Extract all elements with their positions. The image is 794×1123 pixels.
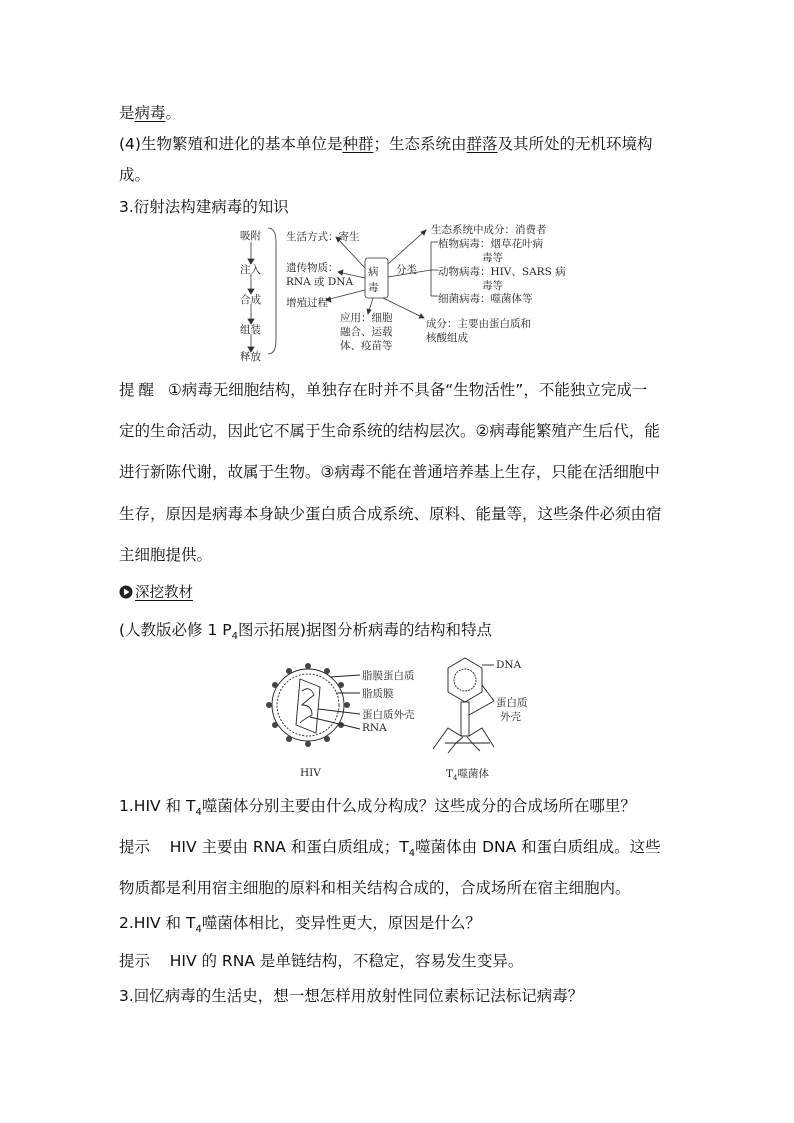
t4-caption: $T_4$噬菌体 bbox=[446, 768, 489, 783]
label-genetic-1: 遗传物质： bbox=[286, 262, 339, 274]
label-bacteria-virus: 细菌病毒：噬菌体等 bbox=[438, 293, 533, 305]
question-3: 3.回忆病毒的生活史，想一想怎样用放射性同位素标记法标记病毒？ bbox=[119, 987, 584, 1005]
tip-line-3: 进行新陈代谢，故属于生物。③病毒不能在普通培养基上生存，只能在活细胞中 bbox=[119, 463, 660, 481]
t4-label-coat: 外壳 bbox=[500, 711, 521, 723]
virus-knowledge-diagram bbox=[228, 222, 573, 362]
hiv-label-lipid-membrane: 脂质膜 bbox=[362, 688, 394, 700]
hiv-label-membrane-protein: 脂膜蛋白质 bbox=[362, 670, 415, 682]
label-composition-1: 成分：主要由蛋白质和 bbox=[426, 318, 531, 330]
label-animal-virus-2: 毒等 bbox=[482, 280, 503, 292]
text-line-1: 是病毒。 bbox=[119, 104, 182, 122]
text-line-2: (4)生物繁殖和进化的基本单位是种群；生态系统由群落及其所处的无机环境构 bbox=[119, 135, 653, 153]
heading-diffraction: 3.衍射法构建病毒的知识 bbox=[119, 198, 289, 216]
answer-1-line-2: 物质都是利用宿主细胞的原料和相关结构合成的，合成场所在宿主细胞内。 bbox=[119, 879, 631, 897]
hiv-caption: HIV bbox=[300, 767, 321, 779]
step-assemble: 组装 bbox=[240, 324, 261, 336]
label-genetic-2: RNA 或 DNA bbox=[286, 276, 354, 288]
virus-structure-diagram bbox=[260, 655, 560, 785]
tip-line-5: 主细胞提供。 bbox=[119, 546, 213, 564]
label-ecosystem: 生态系统中成分：消费者 bbox=[431, 224, 547, 236]
step-inject: 注入 bbox=[240, 264, 261, 276]
label-application-3: 体、疫苗等 bbox=[340, 340, 393, 352]
tip-line-2: 定的生命活动，因此它不属于生命系统的结构层次。②病毒能繁殖产生后代，能 bbox=[119, 422, 660, 440]
tip-line-4: 生存，原因是病毒本身缺少蛋白质合成系统、原料、能量等，这些条件必须由宿 bbox=[119, 505, 662, 523]
label-animal-virus-1: 动物病毒：HIV、SARS 病 bbox=[438, 266, 566, 278]
label-classify: 分类 bbox=[396, 264, 417, 276]
step-adsorb: 吸附 bbox=[240, 230, 261, 242]
label-plant-virus-2: 毒等 bbox=[482, 252, 503, 264]
answer-2: 提示 HIV 的 RNA 是单链结构，不稳定，容易发生变异。 bbox=[119, 952, 524, 970]
reference-line: (人教版必修 1 $P_4$图示拓展)据图分析病毒的结构和特点 bbox=[119, 621, 493, 643]
play-circle-icon bbox=[119, 585, 133, 599]
label-application-1: 应用：细胞 bbox=[340, 312, 393, 324]
t4-label-dna: DNA bbox=[496, 659, 522, 671]
hiv-label-protein-coat: 蛋白质外壳 bbox=[362, 709, 415, 721]
label-lifestyle: 生活方式：寄生 bbox=[286, 231, 360, 243]
t4-label-protein: 蛋白质 bbox=[496, 697, 528, 709]
question-1: 1.HIV 和 $T_4$噬菌体分别主要由什么成分构成？这些成分的合成场所在哪里？ bbox=[119, 797, 636, 819]
question-2: 2.HIV 和 $T_4$噬菌体相比，变异性更大，原因是什么？ bbox=[119, 914, 481, 936]
step-synthesize: 合成 bbox=[240, 294, 261, 306]
tip-line-1: 提醒 ①病毒无细胞结构，单独存在时并不具备“生物活性”，不能独立完成一 bbox=[119, 381, 648, 399]
center-char-2: 毒 bbox=[368, 282, 379, 294]
hiv-label-rna: RNA bbox=[362, 722, 387, 734]
label-application-2: 融合、运载 bbox=[340, 326, 393, 338]
text-line-3: 成。 bbox=[119, 166, 151, 184]
center-char-1: 病 bbox=[368, 266, 379, 278]
label-reproduction: 增殖过程 bbox=[286, 297, 328, 309]
label-plant-virus-1: 植物病毒：烟草花叶病 bbox=[438, 238, 543, 250]
answer-1-line-1: 提示 HIV 主要由 RNA 和蛋白质组成；$T_4$噬菌体由 DNA 和蛋白质组成。这些 bbox=[119, 838, 661, 860]
step-release: 释放 bbox=[240, 351, 261, 363]
label-composition-2: 核酸组成 bbox=[426, 332, 468, 344]
section-heading: 深挖教材 bbox=[119, 584, 193, 602]
